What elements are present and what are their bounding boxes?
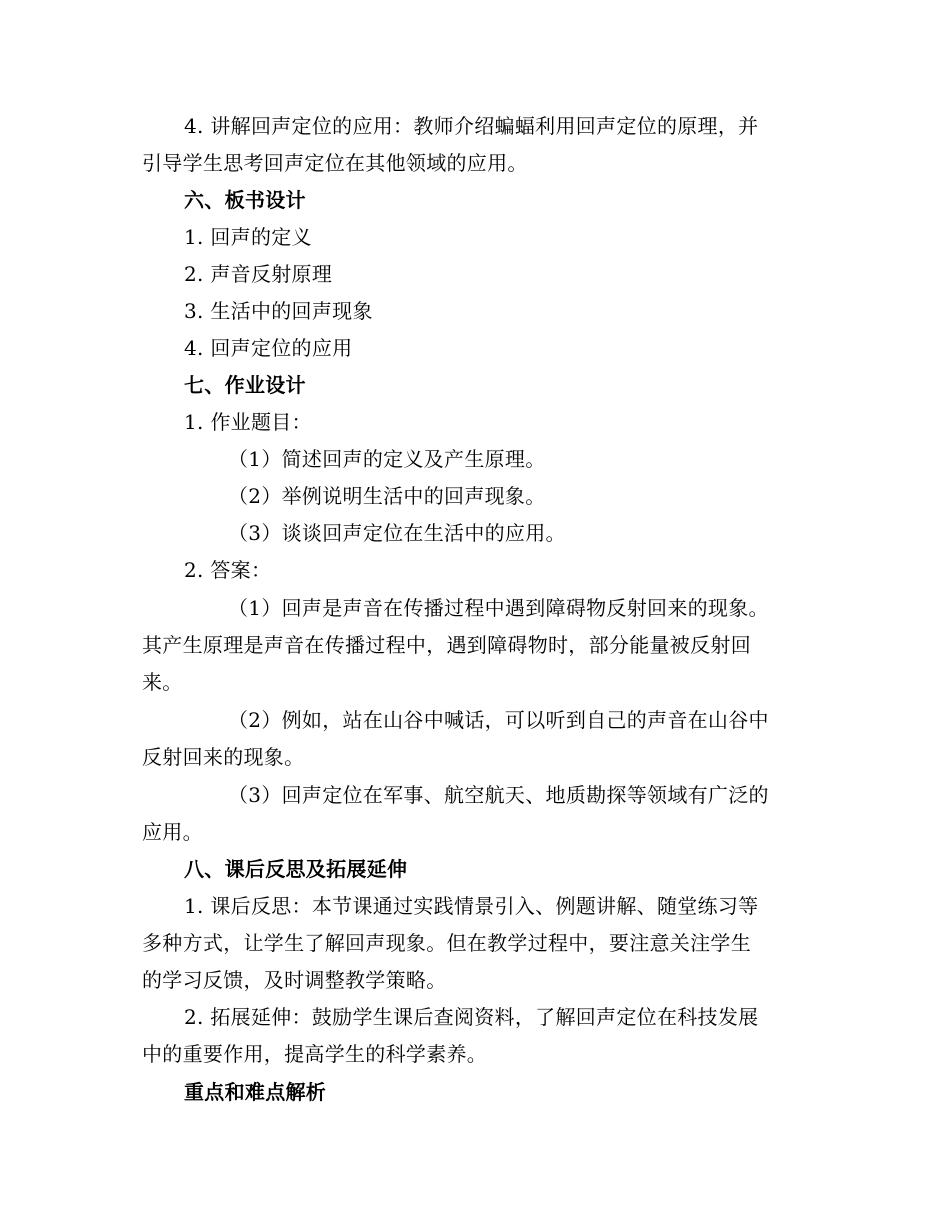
list-item: 1. 回声的定义: [184, 225, 312, 249]
answer-line: （1）回声是声音在传播过程中遇到障碍物反射回来的现象。: [228, 596, 769, 620]
list-item: 4. 回声定位的应用: [184, 336, 353, 360]
answer-line: 应用。: [142, 820, 203, 844]
sub-list-item: （3）谈谈回声定位在生活中的应用。: [228, 521, 566, 545]
section-heading: 七、作业设计: [184, 373, 306, 397]
sub-list-item: （1）简述回声的定义及产生原理。: [228, 447, 546, 471]
list-item: 1. 作业题目：: [184, 410, 312, 434]
paragraph-line: 引导学生思考回声定位在其他领域的应用。: [142, 151, 528, 175]
list-item: 3. 生活中的回声现象: [184, 299, 373, 323]
paragraph-line: 的学习反馈，及时调整教学策略。: [142, 968, 447, 992]
answer-line: （2）例如，站在山谷中喊话，可以听到自己的声音在山谷中: [228, 708, 769, 732]
answer-line: 反射回来的现象。: [142, 745, 305, 769]
list-item: 2. 声音反射原理: [184, 262, 333, 286]
paragraph-line: 1. 课后反思：本节课通过实践情景引入、例题讲解、随堂练习等: [184, 894, 759, 918]
paragraph-line: 2. 拓展延伸：鼓励学生课后查阅资料，了解回声定位在科技发展: [184, 1005, 759, 1029]
answer-line: （3）回声定位在军事、航空航天、地质勘探等领域有广泛的: [228, 783, 769, 807]
sub-list-item: （2）举例说明生活中的回声现象。: [228, 484, 546, 508]
section-heading: 重点和难点解析: [184, 1080, 327, 1104]
answer-line: 来。: [142, 670, 183, 694]
paragraph-line: 中的重要作用，提高学生的科学素养。: [142, 1042, 488, 1066]
paragraph-line: 4. 讲解回声定位的应用：教师介绍蝙蝠利用回声定位的原理，并: [184, 114, 759, 138]
section-heading: 八、课后反思及拓展延伸: [184, 857, 408, 881]
list-item: 2. 答案：: [184, 558, 272, 582]
answer-line: 其产生原理是声音在传播过程中，遇到障碍物时，部分能量被反射回: [142, 633, 751, 657]
paragraph-line: 多种方式，让学生了解回声现象。但在教学过程中，要注意关注学生: [142, 931, 751, 955]
section-heading: 六、板书设计: [184, 188, 306, 212]
